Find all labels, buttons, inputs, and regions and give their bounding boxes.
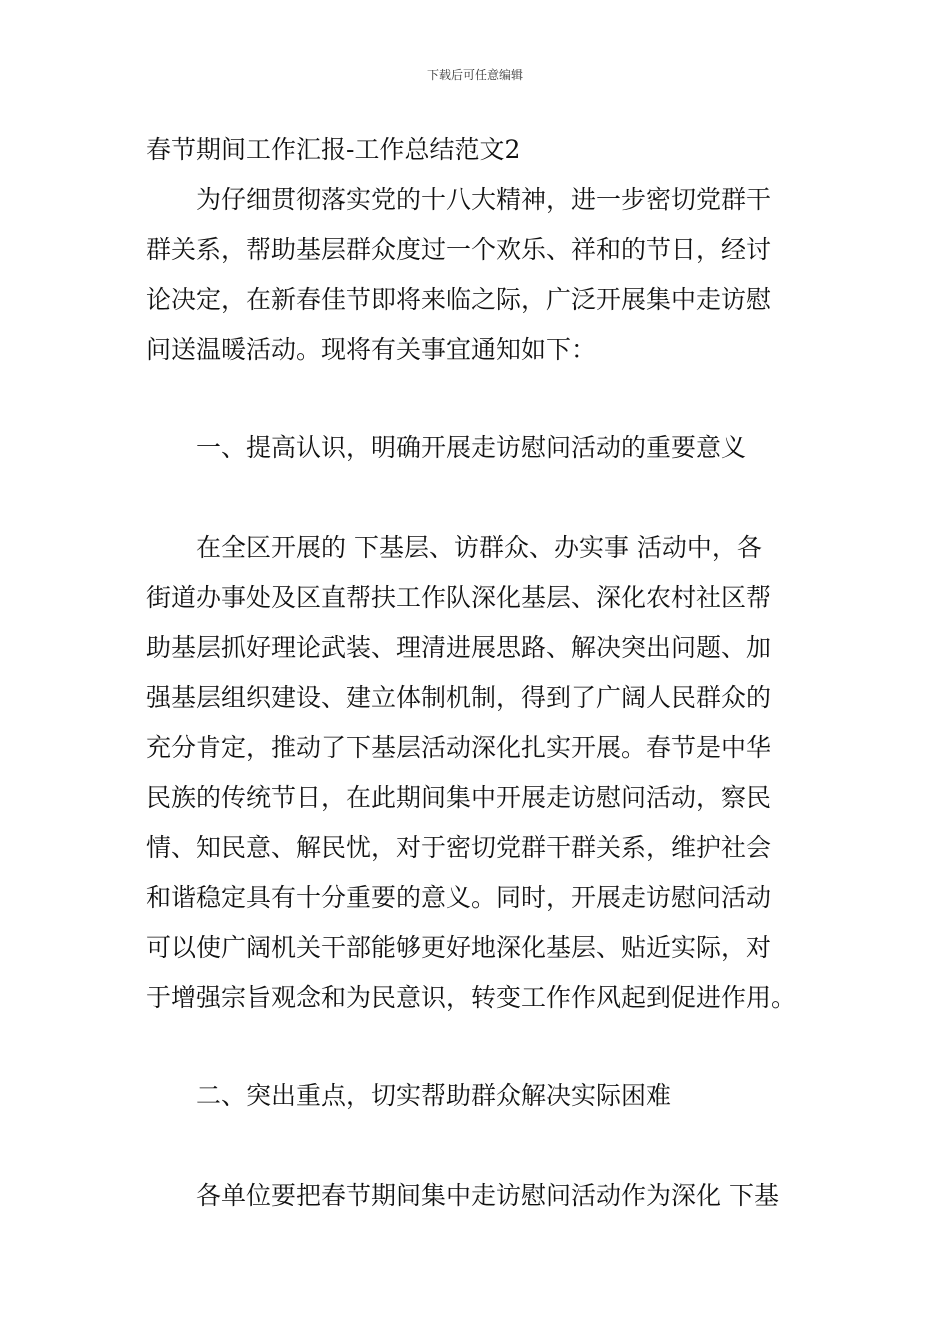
paragraph-line: 论决定，在新春佳节即将来临之际，广泛开展集中走访慰 [146,285,772,314]
paragraph-line: 群关系，帮助基层群众度过一个欢乐、祥和的节日，经讨 [146,235,772,264]
paragraph-line: 强基层组织建设、建立体制机制，得到了广阔人民群众的 [146,683,772,712]
document-title: 春节期间工作汇报-工作总结范文2 [146,135,521,164]
paragraph-line: 助基层抓好理论武装、理清进展思路、解决突出问题、加 [146,633,772,662]
paragraph-line: 为仔细贯彻落实党的十八大精神，进一步密切党群干 [196,185,772,214]
paragraph-line: 可以使广阔机关干部能够更好地深化基层、贴近实际，对 [146,933,772,962]
paragraph-line: 在全区开展的 下基层、访群众、办实事 活动中，各 [196,533,762,562]
section-heading: 一、提高认识，明确开展走访慰问活动的重要意义 [196,433,747,462]
header-note: 下载后可任意编辑 [426,68,523,82]
paragraph-line: 于增强宗旨观念和为民意识，转变工作作风起到促进作用。 [146,983,797,1012]
paragraph-line: 充分肯定，推动了下基层活动深化扎实开展。春节是中华 [146,733,772,762]
paragraph-line: 各单位要把春节期间集中走访慰问活动作为深化 下基 [196,1181,779,1210]
section-heading: 二、突出重点，切实帮助群众解决实际困难 [196,1081,672,1110]
paragraph-line: 民族的传统节日，在此期间集中开展走访慰问活动，察民 [146,783,772,812]
paragraph-line: 和谐稳定具有十分重要的意义。同时，开展走访慰问活动 [146,883,772,912]
paragraph-line: 情、知民意、解民忧，对于密切党群干群关系，维护社会 [146,833,772,862]
paragraph-line: 街道办事处及区直帮扶工作队深化基层、深化农村社区帮 [146,583,772,612]
paragraph-line: 问送温暖活动。现将有关事宜通知如下： [146,335,597,364]
